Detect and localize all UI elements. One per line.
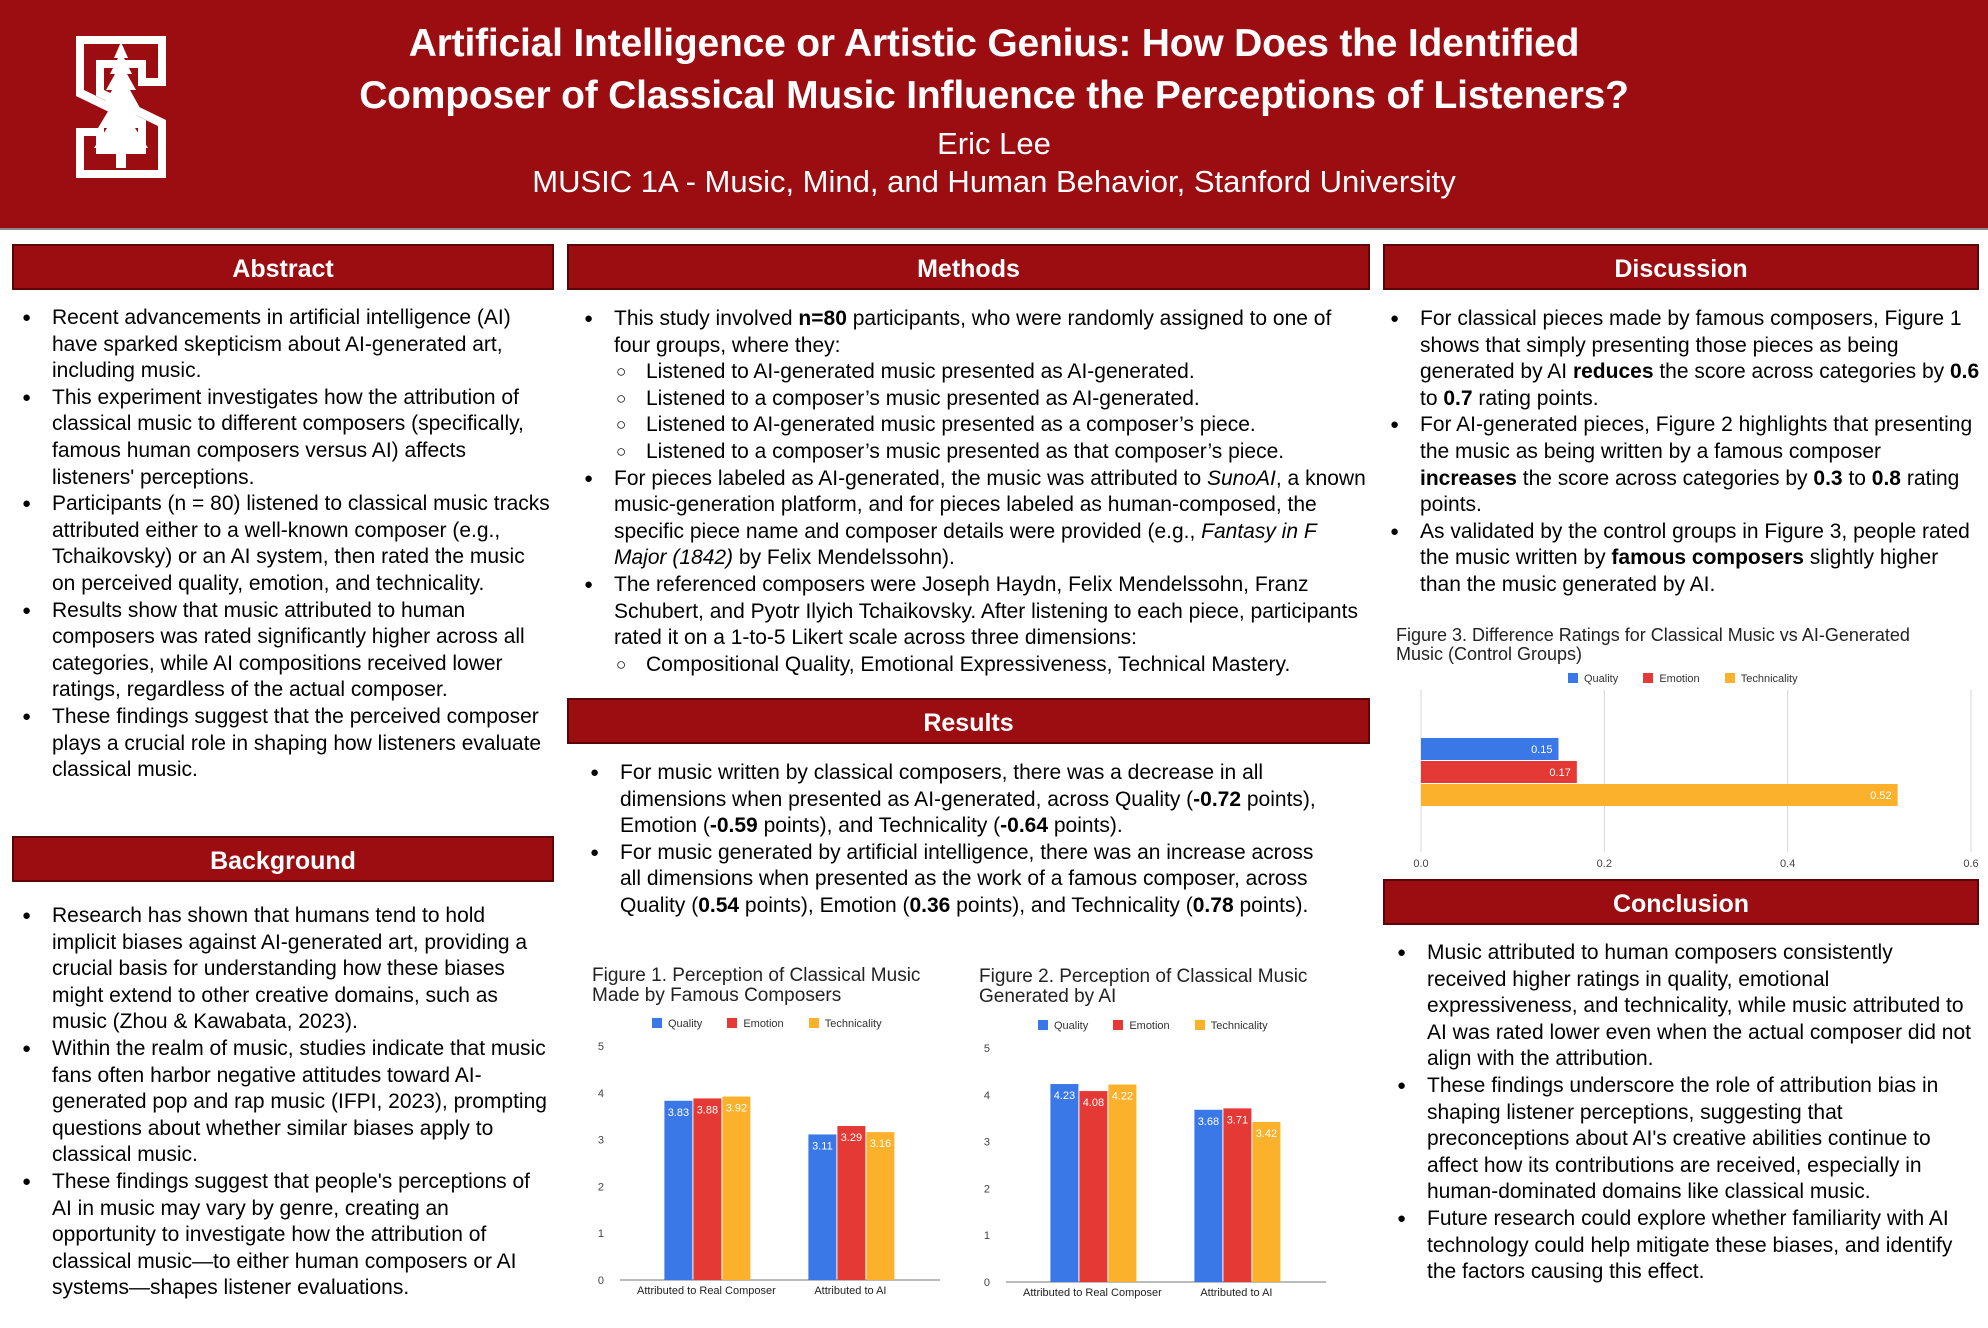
bar-data-label: 0.17 xyxy=(1549,767,1571,779)
bar-quality xyxy=(664,1101,692,1280)
bar-emotion xyxy=(1223,1108,1251,1282)
poster-title-line1: Artificial Intelligence or Artistic Genius: How Does the Identified xyxy=(408,22,1580,65)
y-tick-label: 0 xyxy=(597,1275,604,1287)
bar-emotion xyxy=(837,1126,865,1280)
y-tick-label: 5 xyxy=(983,1043,990,1055)
discussion-bullet: ● For AI-generated pieces, Figure 2 highlights that presenting the music as being written by a famous composer increases the score across categories by 0.3 to 0.8 rating points. xyxy=(1380,412,1980,518)
background-bullet: ● Within the realm of music, studies indicate that music fans often harbor negative attitudes toward AI-generated pop and rap music (IFPI, 2023), prompting questions about whether similar biases apply to classical music. xyxy=(12,1036,552,1169)
results-heading: Results xyxy=(567,698,1370,744)
methods-bullet: ● The referenced composers were Joseph Haydn, Felix Mendelssohn, Franz Schubert, and Pyotr Ilyich Tchaikovsky. After listening to each piece, participants rated it on a 1-to-5 Likert scale across three dimensions: xyxy=(574,572,1370,652)
figure1-title: Figure 1. Perception of Classical Music Made by Famous Composers xyxy=(592,965,921,1006)
discussion-heading: Discussion xyxy=(1383,244,1979,290)
figure2-chart xyxy=(976,1038,1336,1320)
methods-sub-bullet: ○ Listened to a composer’s music presented as that composer’s piece. xyxy=(574,439,1370,466)
figure3-chart xyxy=(1400,690,1980,870)
discussion-body xyxy=(1380,306,1980,599)
abstract-bullet: ● This experiment investigates how the attribution of classical music to different composers (specifically, famous human composers versus AI) affects listeners' perceptions. xyxy=(12,385,552,491)
bar-data-label: 3.11 xyxy=(812,1140,833,1153)
bar-data-label: 4.08 xyxy=(1082,1097,1105,1110)
conclusion-body xyxy=(1387,940,1977,1286)
poster-title-line2: Composer of Classical Music Influence the Perceptions of Listeners? xyxy=(359,74,1629,117)
figure3-title: Figure 3. Difference Ratings for Classical Music vs AI-Generated Music (Control Groups) xyxy=(1396,625,1910,664)
x-category-label: Attributed to Real Composer xyxy=(637,1285,776,1297)
conclusion-heading: Conclusion xyxy=(1383,879,1979,925)
bar-quality xyxy=(1050,1084,1078,1282)
bar-technicality xyxy=(1252,1122,1280,1282)
bar-data-label: 0.15 xyxy=(1531,744,1553,756)
bar-technicality xyxy=(866,1132,894,1280)
methods-sub-bullet: ○ Listened to AI-generated music presented as a composer’s piece. xyxy=(574,412,1370,439)
bar-technicality xyxy=(1108,1085,1136,1282)
author-name: Eric Lee xyxy=(937,126,1051,161)
methods-bullet: ● For pieces labeled as AI-generated, the music was attributed to SunoAI, a known music-generation platform, and for pieces labeled as human-composed, the specific piece name and composer details were provided (e.g., Fantasy in F Major (1842) by Felix Mendelssohn). xyxy=(574,466,1370,572)
x-tick-label: 0.4 xyxy=(1780,858,1796,870)
bar-data-label: 4.22 xyxy=(1111,1090,1134,1103)
bar-data-label: 3.16 xyxy=(869,1138,892,1151)
background-bullet: ● These findings suggest that people's perceptions of AI in music may vary by genre, creating an opportunity to investigate how the attribution of classical music—to either human composers or AI systems—shapes listener evaluations. xyxy=(12,1169,552,1302)
bar-emotion xyxy=(693,1098,721,1280)
figure1-chart xyxy=(590,1036,950,1318)
figure3-legend: Quality Emotion Technicality xyxy=(1568,673,1820,685)
abstract-bullet: ● These findings suggest that the perceived composer plays a crucial role in shaping how listeners evaluate classical music. xyxy=(12,704,552,784)
course-affiliation: MUSIC 1A - Music, Mind, and Human Behavior, Stanford University xyxy=(532,164,1456,199)
y-tick-label: 2 xyxy=(983,1183,990,1196)
poster-header xyxy=(0,0,1988,228)
results-bullet: ● For music generated by artificial intelligence, there was an increase across all dimensions when presented as the work of a famous composer, across Quality (0.54 points), Emotion (0.36 points), and Technicality (0.78 points). xyxy=(580,840,1340,920)
bar-data-label: 3.29 xyxy=(840,1132,863,1145)
x-tick-label: 0.6 xyxy=(1963,858,1979,870)
discussion-bullet: ● For classical pieces made by famous composers, Figure 1 shows that simply presenting those pieces as being generated by AI reduces the score across categories by 0.6 to 0.7 rating points. xyxy=(1380,306,1980,412)
x-category-label: Attributed to AI xyxy=(814,1285,887,1297)
figure2-legend: Quality Emotion Technicality xyxy=(1038,1020,1290,1032)
discussion-bullet: ● As validated by the control groups in Figure 3, people rated the music written by famous composers slightly higher than the music generated by AI. xyxy=(1380,519,1980,599)
y-tick-label: 4 xyxy=(983,1089,990,1102)
results-body xyxy=(580,760,1340,920)
bar-technicality xyxy=(722,1097,750,1280)
background-heading: Background xyxy=(12,836,554,882)
x-tick-label: 0.0 xyxy=(1413,858,1429,870)
x-category-label: Attributed to AI xyxy=(1200,1287,1273,1299)
bar-data-label: 3.83 xyxy=(667,1106,690,1119)
methods-bullet: ● This study involved n=80 participants, who were randomly assigned to one of four groups, where they: xyxy=(574,306,1370,359)
bar-data-label: 3.71 xyxy=(1226,1114,1249,1127)
methods-sub-bullet: ○ Compositional Quality, Emotional Expressiveness, Technical Mastery. xyxy=(574,652,1370,679)
background-body xyxy=(12,903,552,1302)
abstract-bullet: ● Recent advancements in artificial intelligence (AI) have sparked skepticism about AI-generated art, including music. xyxy=(12,305,552,385)
x-category-label: Attributed to Real Composer xyxy=(1023,1287,1162,1299)
header-divider xyxy=(0,228,1988,230)
bar-data-label: 3.42 xyxy=(1255,1127,1278,1140)
y-tick-label: 3 xyxy=(983,1136,990,1149)
bar-data-label: 3.92 xyxy=(725,1102,748,1115)
y-tick-label: 4 xyxy=(597,1087,604,1100)
methods-body xyxy=(574,306,1370,678)
bar-quality xyxy=(808,1134,836,1280)
y-tick-label: 5 xyxy=(597,1041,604,1053)
y-tick-label: 1 xyxy=(597,1228,604,1241)
bar-technicality xyxy=(1421,784,1898,806)
bar-data-label: 3.68 xyxy=(1197,1115,1220,1128)
abstract-body xyxy=(12,305,552,784)
methods-sub-bullet: ○ Listened to a composer’s music presented as AI-generated. xyxy=(574,386,1370,413)
bar-data-label: 3.88 xyxy=(696,1104,719,1117)
y-tick-label: 1 xyxy=(983,1230,990,1243)
methods-sub-bullet: ○ Listened to AI-generated music presented as AI-generated. xyxy=(574,359,1370,386)
bar-quality xyxy=(1194,1110,1222,1282)
x-tick-label: 0.2 xyxy=(1596,858,1612,870)
y-tick-label: 2 xyxy=(597,1181,604,1194)
abstract-bullet: ● Participants (n = 80) listened to classical music tracks attributed either to a well-known composer (e.g., Tchaikovsky) or an AI system, then rated the music on perceived quality, emotion, and technicality. xyxy=(12,491,552,597)
background-bullet: ● Research has shown that humans tend to hold implicit biases against AI-generated art, providing a crucial basis for understanding how these biases might extend to other creative domains, such as music (Zhou & Kawabata, 2023). xyxy=(12,903,552,1036)
conclusion-bullet: ● Music attributed to human composers consistently received higher ratings in quality, emotional expressiveness, and technicality, while music attributed to AI was rated lower even when the actual composer did not align with the attribution. xyxy=(1387,940,1977,1073)
bar-emotion xyxy=(1079,1091,1107,1282)
figure1-legend: Quality Emotion Technicality xyxy=(652,1018,904,1030)
results-bullet: ● For music written by classical composers, there was a decrease in all dimensions when presented as AI-generated, across Quality (-0.72 points), Emotion (-0.59 points), and Technicality (-0.64 points). xyxy=(580,760,1340,840)
abstract-heading: Abstract xyxy=(12,244,554,290)
conclusion-bullet: ● Future research could explore whether familiarity with AI technology could help mitigate these biases, and identify the factors causing this effect. xyxy=(1387,1206,1977,1286)
bar-data-label: 4.23 xyxy=(1053,1090,1076,1103)
abstract-bullet: ● Results show that music attributed to human composers was rated significantly higher across all categories, while AI compositions received lower ratings, regardless of the actual composer. xyxy=(12,598,552,704)
y-tick-label: 3 xyxy=(597,1134,604,1147)
methods-heading: Methods xyxy=(567,244,1370,290)
figure2-title: Figure 2. Perception of Classical Music Generated by AI xyxy=(979,966,1308,1007)
y-tick-label: 0 xyxy=(983,1277,990,1289)
conclusion-bullet: ● These findings underscore the role of attribution bias in shaping listener perceptions, suggesting that preconceptions about AI's creative abilities continue to affect how its contributions are received, especially in human-dominated domains like classical music. xyxy=(1387,1073,1977,1206)
bar-data-label: 0.52 xyxy=(1870,790,1892,802)
